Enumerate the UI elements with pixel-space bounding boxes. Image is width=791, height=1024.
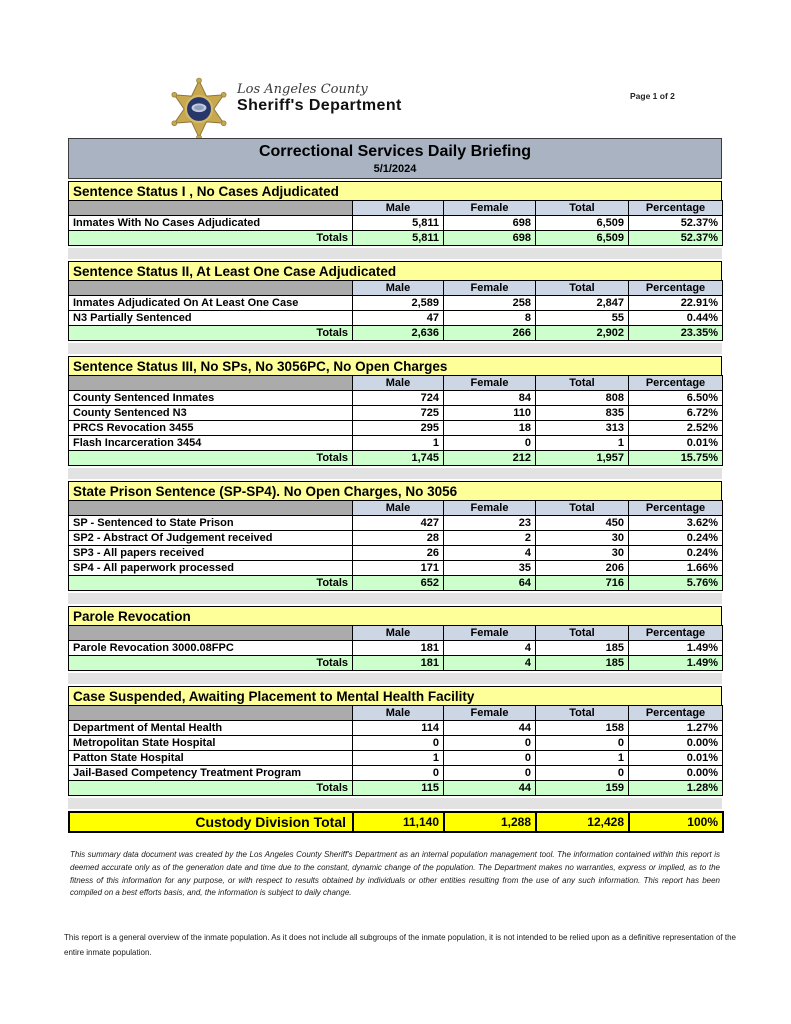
percentage-cell: 6.72% [629,406,723,421]
total-header: Total [536,376,629,391]
logo-county-line: Los Angeles County [237,82,368,97]
total-cell: 158 [536,721,629,736]
department-logo [168,76,402,142]
section-table [68,625,723,671]
totals-row [69,576,723,591]
totals-label-cell: Totals [69,231,353,246]
percentage-cell: 3.62% [629,516,723,531]
total-cell: 30 [536,531,629,546]
section-sentence-status-1 [68,181,722,246]
total-cell: 450 [536,516,629,531]
male-cell: 26 [353,546,444,561]
male-cell: 427 [353,516,444,531]
table-row [69,766,723,781]
column-header-row [69,501,723,516]
row-label-cell: County Sentenced N3 [69,406,353,421]
page-indicator: Page 1 of 2 [630,91,675,101]
table-row [69,736,723,751]
table-row [69,546,723,561]
male-header: Male [353,201,444,216]
percentage-cell: 0.00% [629,736,723,751]
female-header: Female [444,501,536,516]
total-cell: 185 [536,656,629,671]
row-label-cell: Parole Revocation 3000.08FPC [69,641,353,656]
male-header: Male [353,281,444,296]
row-label-cell: Flash Incarceration 3454 [69,436,353,451]
section-state-prison [68,481,722,591]
percentage-cell: 0.24% [629,531,723,546]
male-cell: 1,745 [353,451,444,466]
female-cell: 0 [444,436,536,451]
male-cell: 171 [353,561,444,576]
section-divider [68,468,722,479]
logo-text [237,82,402,115]
grand-total-label-cell: Custody Division Total [69,812,353,832]
column-header-row [69,706,723,721]
totals-label-cell: Totals [69,576,353,591]
female-cell: 0 [444,766,536,781]
total-cell: 12,428 [536,812,629,832]
totals-row [69,231,723,246]
percentage-header: Percentage [629,626,723,641]
total-cell: 313 [536,421,629,436]
total-cell: 0 [536,766,629,781]
totals-label-cell: Totals [69,656,353,671]
section-title: State Prison Sentence (SP-SP4). No Open Charges, No 3056 [68,481,722,500]
total-cell: 2,847 [536,296,629,311]
total-header: Total [536,201,629,216]
totals-label-cell: Totals [69,451,353,466]
table-row [69,641,723,656]
female-cell: 4 [444,656,536,671]
row-label-cell: SP2 - Abstract Of Judgement received [69,531,353,546]
table-row [69,391,723,406]
female-header: Female [444,281,536,296]
table-row [69,436,723,451]
total-cell: 185 [536,641,629,656]
percentage-header: Percentage [629,501,723,516]
total-cell: 1 [536,436,629,451]
section-case-suspended [68,686,722,796]
label-header-cell [69,626,353,641]
section-divider [68,343,722,354]
total-cell: 159 [536,781,629,796]
percentage-cell: 1.27% [629,721,723,736]
total-cell: 206 [536,561,629,576]
male-cell: 181 [353,656,444,671]
column-header-row [69,281,723,296]
total-cell: 6,509 [536,216,629,231]
table-row [69,751,723,766]
row-label-cell: SP - Sentenced to State Prison [69,516,353,531]
male-cell: 2,636 [353,326,444,341]
percentage-cell: 5.76% [629,576,723,591]
female-cell: 266 [444,326,536,341]
male-cell: 295 [353,421,444,436]
total-cell: 2,902 [536,326,629,341]
section-title: Parole Revocation [68,606,722,625]
total-cell: 716 [536,576,629,591]
totals-row [69,656,723,671]
report-date: 5/1/2024 [373,163,417,175]
male-header: Male [353,706,444,721]
percentage-cell: 22.91% [629,296,723,311]
male-cell: 1 [353,436,444,451]
female-cell: 2 [444,531,536,546]
percentage-cell: 6.50% [629,391,723,406]
total-header: Total [536,501,629,516]
section-sentence-status-2 [68,261,722,341]
percentage-cell: 23.35% [629,326,723,341]
female-cell: 0 [444,751,536,766]
percentage-header: Percentage [629,201,723,216]
table-row [69,516,723,531]
female-cell: 110 [444,406,536,421]
section-table [68,280,723,341]
sheriff-badge-icon [168,76,230,142]
section-parole-revocation [68,606,722,671]
percentage-header: Percentage [629,376,723,391]
percentage-cell: 0.00% [629,766,723,781]
male-cell: 652 [353,576,444,591]
row-label-cell: Department of Mental Health [69,721,353,736]
male-cell: 11,140 [353,812,444,832]
percentage-cell: 1.28% [629,781,723,796]
female-cell: 35 [444,561,536,576]
row-label-cell: Inmates With No Cases Adjudicated [69,216,353,231]
column-header-row [69,626,723,641]
total-cell: 1,957 [536,451,629,466]
section-divider [68,593,722,604]
row-label-cell: County Sentenced Inmates [69,391,353,406]
label-header-cell [69,281,353,296]
table-row [69,296,723,311]
male-cell: 1 [353,751,444,766]
row-label-cell: PRCS Revocation 3455 [69,421,353,436]
female-cell: 18 [444,421,536,436]
female-cell: 4 [444,641,536,656]
totals-row [69,451,723,466]
percentage-cell: 0.24% [629,546,723,561]
label-header-cell [69,376,353,391]
total-cell: 808 [536,391,629,406]
section-divider [68,673,722,684]
female-cell: 212 [444,451,536,466]
totals-row [69,781,723,796]
female-cell: 0 [444,736,536,751]
female-cell: 8 [444,311,536,326]
total-cell: 55 [536,311,629,326]
female-cell: 4 [444,546,536,561]
female-cell: 64 [444,576,536,591]
table-row [69,406,723,421]
table-row [69,531,723,546]
section-table [68,500,723,591]
totals-label-cell: Totals [69,781,353,796]
total-cell: 6,509 [536,231,629,246]
female-cell: 698 [444,216,536,231]
percentage-cell: 1.49% [629,641,723,656]
row-label-cell: Metropolitan State Hospital [69,736,353,751]
total-header: Total [536,626,629,641]
male-cell: 5,811 [353,231,444,246]
total-header: Total [536,706,629,721]
female-cell: 84 [444,391,536,406]
percentage-cell: 100% [629,812,723,832]
table-row [69,216,723,231]
section-table [68,705,723,796]
female-cell: 698 [444,231,536,246]
custody-division-total-row [69,812,723,832]
title-bar [68,138,722,179]
male-cell: 0 [353,766,444,781]
row-label-cell: Inmates Adjudicated On At Least One Case [69,296,353,311]
total-header: Total [536,281,629,296]
male-cell: 181 [353,641,444,656]
section-title: Case Suspended, Awaiting Placement to Mental Health Facility [68,686,722,705]
table-row [69,721,723,736]
section-divider [68,248,722,259]
custody-division-total-table [68,811,724,833]
male-header: Male [353,376,444,391]
label-header-cell [69,501,353,516]
percentage-cell: 52.37% [629,216,723,231]
table-row [69,311,723,326]
label-header-cell [69,201,353,216]
total-cell: 0 [536,736,629,751]
male-cell: 28 [353,531,444,546]
row-label-cell: SP3 - All papers received [69,546,353,561]
percentage-header: Percentage [629,281,723,296]
percentage-header: Percentage [629,706,723,721]
female-header: Female [444,376,536,391]
male-header: Male [353,501,444,516]
male-cell: 47 [353,311,444,326]
male-cell: 5,811 [353,216,444,231]
male-cell: 2,589 [353,296,444,311]
female-cell: 44 [444,781,536,796]
disclaimer-text: This summary data document was created by the Los Angeles County Sheriff's Department as an internal population management tool. The information contained within this report is deemed accurate only as of the generation date and time due to the constant, dynamic change of the population. The Department makes no warranties, express or implied, as to the fitness of this information for any purpose, or with respect to results obtained by individuals or other entities resulting from the use of any such information. This report has been compiled on a best efforts basis, and, the information is subject to daily change. [70,850,720,898]
female-cell: 23 [444,516,536,531]
section-title: Sentence Status III, No SPs, No 3056PC, No Open Charges [68,356,722,375]
female-cell: 1,288 [444,812,536,832]
report-body [64,138,736,961]
total-cell: 30 [536,546,629,561]
column-header-row [69,376,723,391]
section-title: Sentence Status I , No Cases Adjudicated [68,181,722,200]
row-label-cell: Patton State Hospital [69,751,353,766]
percentage-cell: 2.52% [629,421,723,436]
total-cell: 1 [536,751,629,766]
female-header: Female [444,706,536,721]
male-header: Male [353,626,444,641]
female-header: Female [444,626,536,641]
row-label-cell: SP4 - All paperwork processed [69,561,353,576]
male-cell: 725 [353,406,444,421]
column-header-row [69,201,723,216]
section-sentence-status-3 [68,356,722,466]
totals-label-cell: Totals [69,326,353,341]
male-cell: 724 [353,391,444,406]
male-cell: 114 [353,721,444,736]
footnote-text: This report is a general overview of the inmate population. As it does not include all subgroups of the inmate population, it is not intended to be relied upon as a definitive representation of the entire inmate population. [64,933,736,958]
label-header-cell [69,706,353,721]
table-row [69,421,723,436]
section-table [68,200,723,246]
male-cell: 115 [353,781,444,796]
percentage-cell: 0.44% [629,311,723,326]
total-cell: 835 [536,406,629,421]
percentage-cell: 0.01% [629,436,723,451]
logo-department-line: Sheriff's Department [237,97,402,114]
percentage-cell: 1.49% [629,656,723,671]
totals-row [69,326,723,341]
section-title: Sentence Status II, At Least One Case Adjudicated [68,261,722,280]
row-label-cell: Jail-Based Competency Treatment Program [69,766,353,781]
female-cell: 44 [444,721,536,736]
percentage-cell: 0.01% [629,751,723,766]
female-cell: 258 [444,296,536,311]
percentage-cell: 52.37% [629,231,723,246]
section-divider [68,798,722,809]
report-title: Correctional Services Daily Briefing [258,143,532,160]
row-label-cell: N3 Partially Sentenced [69,311,353,326]
percentage-cell: 1.66% [629,561,723,576]
section-table [68,375,723,466]
table-row [69,561,723,576]
female-header: Female [444,201,536,216]
male-cell: 0 [353,736,444,751]
percentage-cell: 15.75% [629,451,723,466]
